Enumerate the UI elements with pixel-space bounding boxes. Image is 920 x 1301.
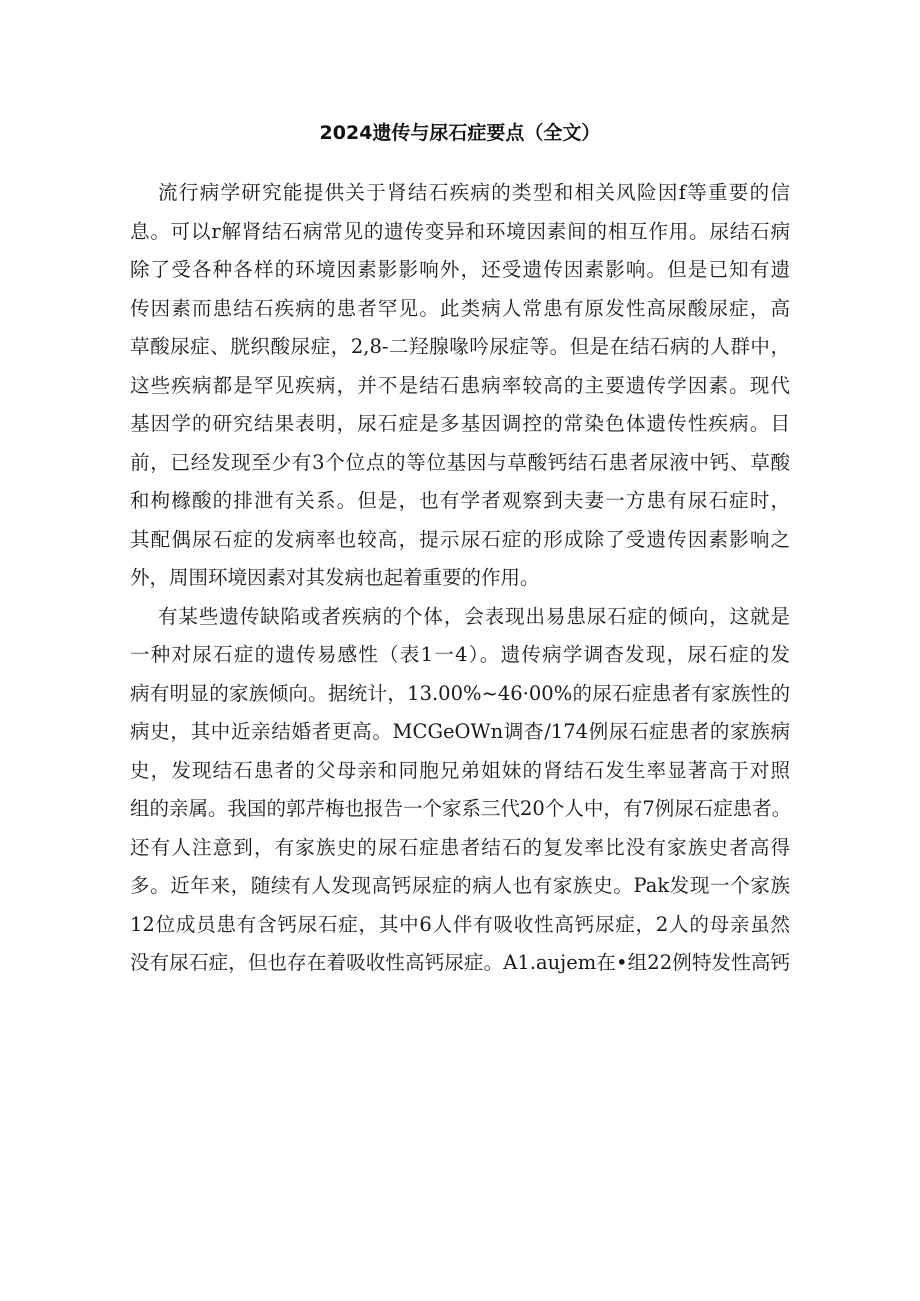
text-line: 传因素而患结石疾病的患者罕见。此类病人常患有原发性高尿酸尿症，高	[130, 296, 790, 320]
text-line: 草酸尿症、胱织酸尿症，2,8-二羟腺喙吟尿症等。但是在结石病的人群中，	[130, 335, 790, 358]
text-line: 和枸橼酸的排泄有关系。但是，也有学者观察到夫妻一方患有尿石症时，	[130, 489, 790, 512]
text-line: 前，已经发现至少有3个位点的等位基因与草酸钙结石患者尿液中钙、草酸	[130, 450, 790, 474]
text-line: 除了受各种各样的环境因素影影响外，还受遗传因素影响。但是已知有遗	[130, 258, 790, 281]
text-line: 病有明显的家族倾向。据统计，13.00%~46·00%的尿石症患者有家族性的	[130, 681, 790, 705]
paragraph-1	[130, 174, 790, 598]
paragraph-2	[130, 598, 790, 983]
text-line: 多。近年来，随续有人发现高钙尿症的病人也有家族史。Pak发现一个家族	[130, 874, 790, 897]
text-line: 息。可以r解肾结石病常见的遗传变异和环境因素间的相互作用。尿结石病	[130, 219, 790, 243]
text-line: 12位成员患有含钙尿石症，其中6人伴有吸收性高钙尿症，2人的母亲虽然	[130, 912, 790, 936]
text-line: 基因学的研究结果表明，尿石症是多基因调控的常染色体遗传性疾病。目	[130, 412, 790, 435]
text-line: 史，发现结石患者的父母亲和同胞兄弟姐妹的肾结石发生率显著高于对照	[130, 758, 790, 782]
text-line: 还有人注意到，有家族史的尿石症患者结石的复发率比没有家族史者高得	[130, 835, 790, 859]
text-line: 其配偶尿石症的发病率也较高，提示尿石症的形成除了受遗传因素影响之	[130, 527, 790, 551]
text-line: 这些疾病都是罕见疾病，并不是结石患病率较高的主要遗传学因素。现代	[130, 373, 790, 397]
text-line: 外，周围环境因素对其发病也起着重要的作用。	[130, 566, 540, 589]
text-line: 流行病学研究能提供关于肾结石疾病的类型和相关风险因f等重要的信	[158, 181, 790, 204]
text-line: 病史，其中近亲结婚者更高。MCGeOWn调杳/174例尿石症患者的家族病	[130, 720, 790, 743]
document-title: 2024遗传与尿石症要点（全文）	[319, 122, 601, 144]
text-line: 有某些遗传缺陷或者疾病的个体，会表现出易患尿石症的倾向，这就是	[158, 604, 790, 628]
document-body	[130, 174, 790, 983]
text-line: 没有尿石症，但也存在着吸收性高钙尿症。A1.aujem在•组22例特发性高钙	[130, 951, 790, 974]
text-line: 组的亲属。我国的郭芹梅也报告一个家系三代20个人中，有7例尿石症患者。	[130, 797, 792, 820]
text-line: 一种对尿石症的遗传易感性（表1一4）。遗传病学调杳发现，尿石症的发	[130, 643, 790, 666]
